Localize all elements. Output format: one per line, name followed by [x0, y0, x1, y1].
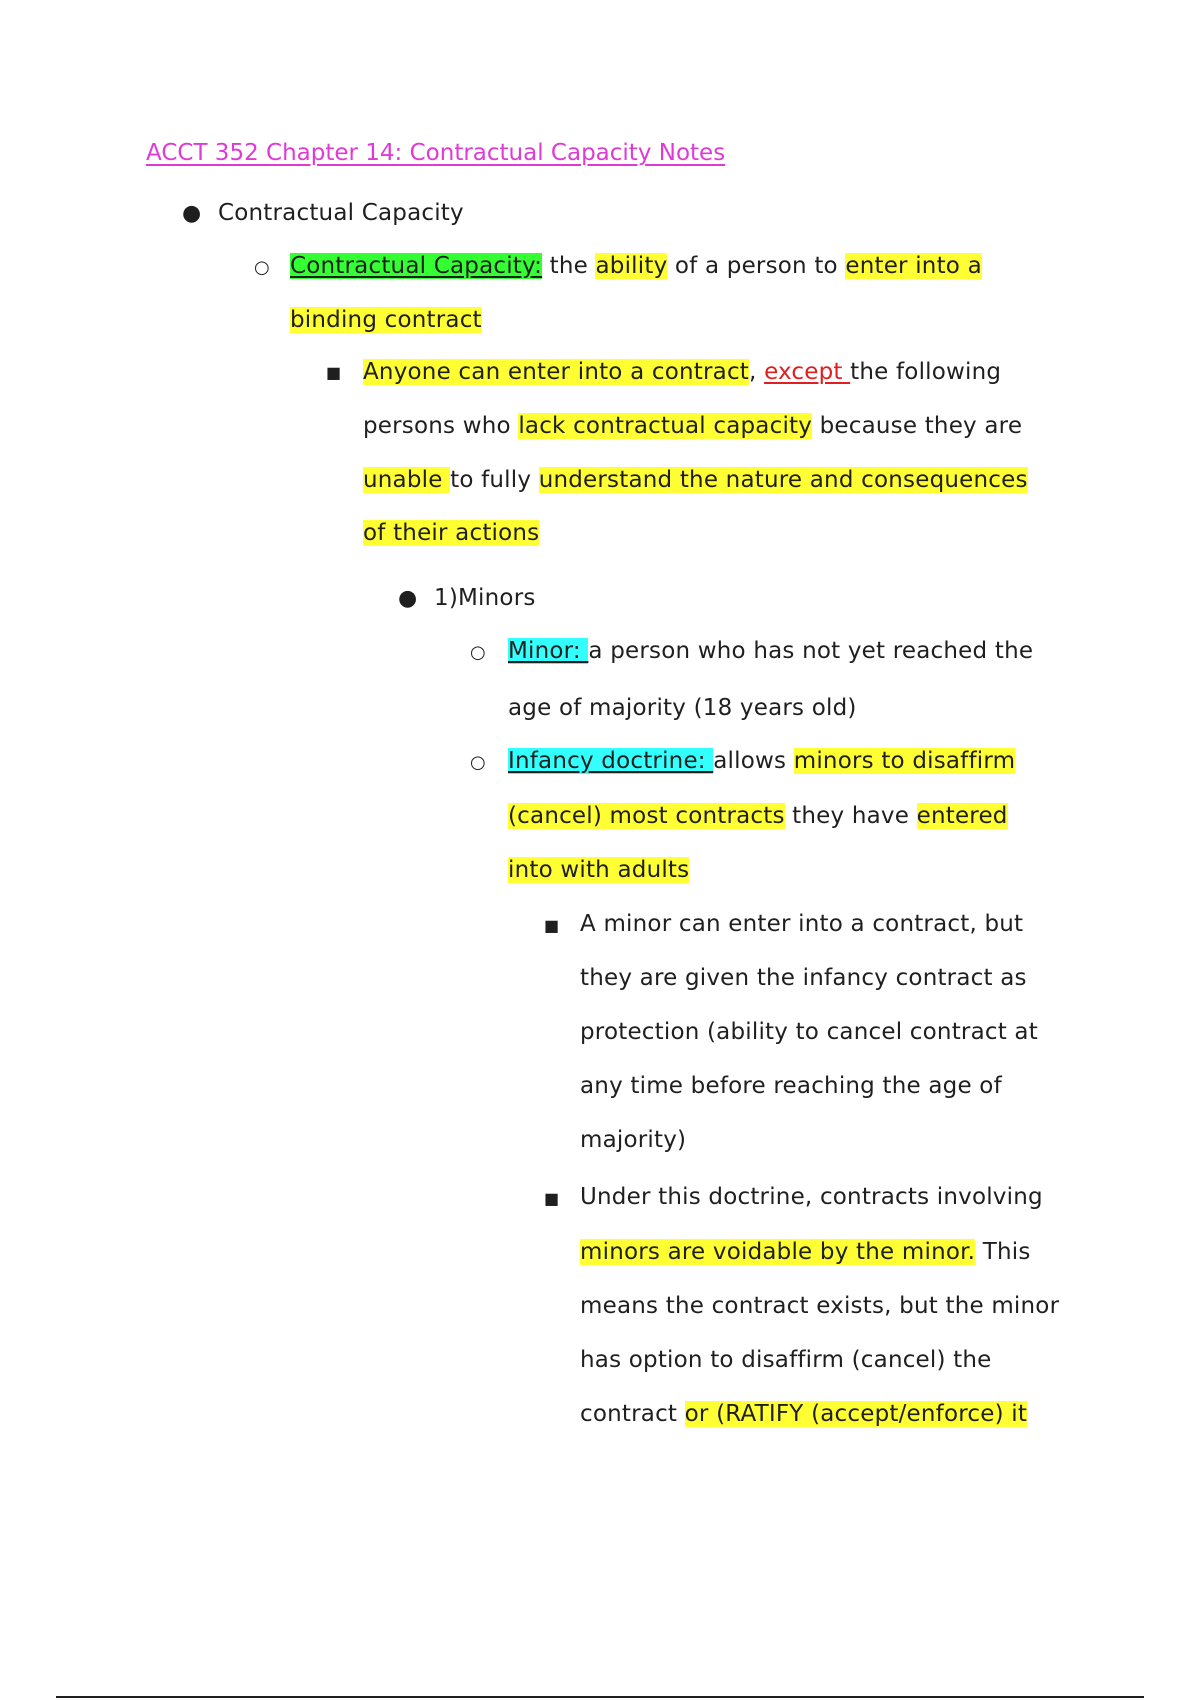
definition-line-1: [290, 250, 982, 282]
sub2-line-2: [580, 1236, 1031, 1268]
highlight-their-actions: of their actions: [363, 520, 540, 546]
text-span: persons who: [363, 413, 519, 439]
text-span: to fully: [450, 467, 539, 493]
text-span: the: [542, 253, 596, 279]
sub2-line-4: has option to disaffirm (cancel) the: [580, 1347, 992, 1373]
sub2-line-1: Under this doctrine, contracts involving: [580, 1184, 1043, 1210]
term-contractual-capacity: Contractual Capacity:: [290, 253, 543, 279]
square-bullet-icon: ■: [544, 916, 560, 935]
definition-line-2: [290, 304, 482, 336]
term-minor: Minor:: [508, 638, 589, 664]
highlight-voidable: minors are voidable by the minor.: [580, 1239, 976, 1265]
text-span: they have: [784, 803, 917, 829]
highlight-into-with-adults: into with adults: [508, 857, 690, 883]
sub1-line-5: majority): [580, 1127, 687, 1153]
text-span: because they are: [812, 413, 1023, 439]
highlight-ratify: or (RATIFY (accept/enforce) it: [684, 1401, 1028, 1427]
term-infancy-doctrine: Infancy doctrine:: [508, 748, 714, 774]
infancy-line-1: [508, 745, 1015, 777]
highlight-enter-into: enter into a: [845, 253, 982, 279]
minor-definition-line-2: age of majority (18 years old): [508, 695, 857, 721]
highlight-unable: unable: [363, 467, 451, 493]
square-bullet-icon: ■: [544, 1189, 560, 1208]
anyone-line-4: [363, 517, 539, 549]
text-span: contract: [580, 1401, 685, 1427]
infancy-line-3: [508, 854, 689, 886]
sub1-line-2: they are given the infancy contract as: [580, 965, 1027, 991]
highlight-minors-disaffirm: minors to disaffirm: [793, 748, 1016, 774]
highlight-binding-contract: binding contract: [290, 307, 482, 333]
anyone-line-1: [363, 356, 1001, 388]
anyone-line-2: [363, 410, 1022, 442]
except-text: except: [764, 359, 851, 385]
disc-bullet-icon: ●: [398, 586, 418, 611]
sub2-line-5: [580, 1398, 1027, 1430]
highlight-ability: ability: [595, 253, 668, 279]
highlight-understand: understand the nature and consequences: [538, 467, 1028, 493]
heading-contractual-capacity: Contractual Capacity: [218, 200, 464, 226]
bottom-divider: [56, 1696, 1144, 1698]
sub2-line-3: means the contract exists, but the minor: [580, 1293, 1060, 1319]
highlight-anyone: Anyone can enter into a contract: [363, 359, 750, 385]
minors-heading: 1)Minors: [434, 585, 536, 611]
circle-bullet-icon: ○: [254, 257, 270, 278]
circle-bullet-icon: ○: [470, 752, 486, 773]
circle-bullet-icon: ○: [470, 642, 486, 663]
text-span: of a person to: [667, 253, 846, 279]
sub1-line-4: any time before reaching the age of: [580, 1073, 1002, 1099]
text-span: a person who has not yet reached the: [588, 638, 1034, 664]
square-bullet-icon: ■: [326, 363, 342, 382]
text-span: allows: [713, 748, 794, 774]
highlight-cancel-contracts: (cancel) most contracts: [508, 803, 785, 829]
text-span: the following: [850, 359, 1002, 385]
text-span: This: [975, 1239, 1031, 1265]
minor-definition-line-1: [508, 635, 1033, 667]
highlight-lack-capacity: lack contractual capacity: [518, 413, 813, 439]
sub1-line-3: protection (ability to cancel contract at: [580, 1019, 1038, 1045]
page-title: ACCT 352 Chapter 14: Contractual Capacity Notes: [146, 140, 726, 166]
text-span: ,: [749, 359, 765, 385]
anyone-line-3: [363, 464, 1028, 496]
highlight-entered: entered: [916, 803, 1008, 829]
sub1-line-1: A minor can enter into a contract, but: [580, 911, 1024, 937]
infancy-line-2: [508, 800, 1008, 832]
disc-bullet-icon: ●: [182, 201, 202, 226]
